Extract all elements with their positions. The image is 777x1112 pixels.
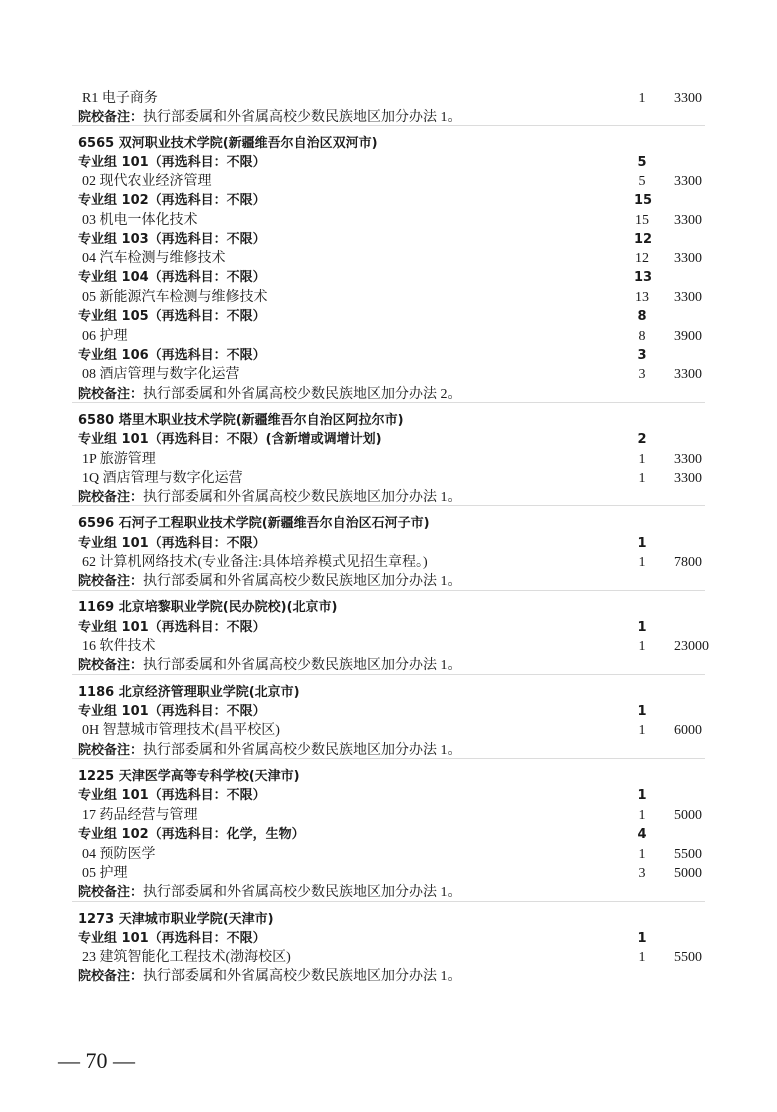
- tuition-fee: 3300: [674, 452, 702, 467]
- plan-count: 8: [638, 329, 646, 344]
- plan-count: 1: [638, 91, 646, 106]
- major-code-name: [82, 721, 280, 740]
- major-group-title: 专业组 106（再选科目：不限）: [78, 348, 266, 363]
- major-row: [0, 327, 777, 346]
- plan-count: 1: [638, 847, 646, 862]
- major-code: 02: [82, 174, 96, 189]
- major-group-row: [0, 786, 777, 805]
- major-row: [0, 172, 777, 191]
- major-code: 08: [82, 367, 96, 382]
- school-header: [0, 767, 777, 786]
- major-group-row: [0, 346, 777, 365]
- major-group-row: [0, 307, 777, 326]
- major-name: 机电一体化技术: [99, 213, 198, 228]
- plan-count: 5: [638, 174, 646, 189]
- major-name: 护理: [99, 866, 128, 881]
- major-group-row: [0, 929, 777, 948]
- school-title: 6580 塔里木职业技术学院(新疆维吾尔自治区阿拉尔市): [78, 413, 404, 428]
- major-group-row: [0, 534, 777, 553]
- school-separator: [72, 125, 705, 126]
- note-text: 执行部委属和外省属高校少数民族地区加分办法 1。: [143, 110, 462, 125]
- major-code: R1: [82, 91, 99, 106]
- major-code: 05: [82, 866, 96, 881]
- plan-count: 1: [638, 555, 646, 570]
- school-header: [0, 598, 777, 617]
- tuition-fee: 6000: [674, 723, 702, 738]
- major-group-title: 专业组 101（再选科目：不限）: [78, 704, 266, 719]
- group-plan-count: 1: [637, 620, 647, 635]
- school-title: 6565 双河职业技术学院(新疆维吾尔自治区双河市): [78, 136, 378, 151]
- note-text: 执行部委属和外省属高校少数民族地区加分办法 1。: [143, 574, 462, 589]
- major-row: [0, 721, 777, 740]
- group-plan-count: 1: [637, 788, 647, 803]
- school-header: [0, 134, 777, 153]
- major-group-title: 专业组 101（再选科目：不限）: [78, 536, 266, 551]
- major-code-name: [82, 553, 428, 572]
- major-group-title: 专业组 102（再选科目：不限）: [78, 193, 266, 208]
- tuition-fee: 3900: [674, 329, 702, 344]
- major-group-title: 专业组 101（再选科目：不限）: [78, 155, 266, 170]
- major-row: [0, 89, 777, 108]
- major-code-name: [82, 288, 268, 307]
- school-note: [78, 572, 462, 591]
- plan-count: 12: [635, 251, 649, 266]
- page-number: — 70 —: [58, 1048, 135, 1073]
- major-code: 1Q: [82, 471, 100, 486]
- major-group-row: [0, 825, 777, 844]
- school-note-row: [0, 967, 777, 986]
- major-name: 汽车检测与维修技术: [99, 251, 226, 266]
- major-group-row: [0, 230, 777, 249]
- major-row: [0, 249, 777, 268]
- tuition-fee: 3300: [674, 213, 702, 228]
- group-plan-count: 12: [634, 232, 653, 247]
- major-group-title: 专业组 101（再选科目：不限）: [78, 788, 266, 803]
- note-text: 执行部委属和外省属高校少数民族地区加分办法 1。: [143, 969, 462, 984]
- major-name: 预防医学: [99, 847, 156, 862]
- major-group-row: [0, 618, 777, 637]
- major-code-name: [82, 365, 240, 384]
- school-title: 1273 天津城市职业学院(天津市): [78, 912, 274, 927]
- major-group-row: [0, 191, 777, 210]
- plan-count: 3: [638, 367, 646, 382]
- major-group-row: [0, 702, 777, 721]
- tuition-fee: 5500: [674, 950, 702, 965]
- school-header: [0, 514, 777, 533]
- school-note-row: [0, 572, 777, 591]
- major-name: 酒店管理与数字化运营: [102, 471, 243, 486]
- major-code: 06: [82, 329, 96, 344]
- school-separator: [72, 402, 705, 403]
- major-row: [0, 948, 777, 967]
- major-row: [0, 845, 777, 864]
- school-note: [78, 883, 462, 902]
- school-title: 1186 北京经济管理职业学院(北京市): [78, 685, 300, 700]
- major-code-name: [82, 450, 156, 469]
- major-code-name: [82, 806, 198, 825]
- group-plan-count: 1: [637, 931, 647, 946]
- major-name: 药品经营与管理: [99, 808, 198, 823]
- school-separator: [72, 901, 705, 902]
- major-code-name: [82, 89, 158, 108]
- school-note-row: [0, 656, 777, 675]
- plan-count: 1: [638, 950, 646, 965]
- tuition-fee: 3300: [674, 471, 702, 486]
- note-text: 执行部委属和外省属高校少数民族地区加分办法 1。: [143, 885, 462, 900]
- plan-count: 1: [638, 808, 646, 823]
- major-code: 04: [82, 847, 96, 862]
- major-code: 05: [82, 290, 96, 305]
- plan-count: 3: [638, 866, 646, 881]
- major-code-name: [82, 637, 156, 656]
- major-name: 软件技术: [99, 639, 156, 654]
- school-header: [0, 411, 777, 430]
- major-name: 建筑智能化工程技术(渤海校区): [99, 950, 291, 965]
- note-text: 执行部委属和外省属高校少数民族地区加分办法 1。: [143, 658, 462, 673]
- note-text: 执行部委属和外省属高校少数民族地区加分办法 1。: [143, 490, 462, 505]
- major-group-row: [0, 153, 777, 172]
- major-code: 04: [82, 251, 96, 266]
- tuition-fee: 5000: [674, 808, 702, 823]
- school-title: 6596 石河子工程职业技术学院(新疆维吾尔自治区石河子市): [78, 516, 430, 531]
- major-group-title: 专业组 101（再选科目：不限）(含新增或调增计划): [78, 432, 382, 447]
- school-note: [78, 967, 462, 986]
- plan-count: 1: [638, 471, 646, 486]
- major-group-title: 专业组 103（再选科目：不限）: [78, 232, 266, 247]
- major-row: [0, 806, 777, 825]
- note-label: 院校备注：: [78, 885, 144, 900]
- major-group-row: [0, 430, 777, 449]
- major-code: 0H: [82, 723, 100, 738]
- major-row: [0, 637, 777, 656]
- major-row: [0, 450, 777, 469]
- major-code-name: [82, 845, 156, 864]
- major-name: 计算机网络技术(专业备注:具体培养模式见招生章程。): [99, 555, 428, 570]
- major-code: 23: [82, 950, 96, 965]
- major-code-name: [82, 249, 226, 268]
- plan-count: 13: [635, 290, 649, 305]
- tuition-fee: 3300: [674, 367, 702, 382]
- major-code-name: [82, 948, 291, 967]
- tuition-fee: 5500: [674, 847, 702, 862]
- school-separator: [72, 674, 705, 675]
- major-code: 16: [82, 639, 96, 654]
- major-code: 62: [82, 555, 96, 570]
- note-text: 执行部委属和外省属高校少数民族地区加分办法 1。: [143, 743, 462, 758]
- major-group-row: [0, 268, 777, 287]
- major-name: 酒店管理与数字化运营: [99, 367, 240, 382]
- group-plan-count: 3: [637, 348, 647, 363]
- major-code-name: [82, 864, 128, 883]
- group-plan-count: 8: [637, 309, 647, 324]
- major-code-name: [82, 211, 198, 230]
- tuition-fee: 5000: [674, 866, 702, 881]
- major-row: [0, 288, 777, 307]
- school-header: [0, 683, 777, 702]
- school-title: 1169 北京培黎职业学院(民办院校)(北京市): [78, 600, 338, 615]
- major-code-name: [82, 327, 128, 346]
- tuition-fee: 3300: [674, 91, 702, 106]
- plan-count: 1: [638, 452, 646, 467]
- major-name: 智慧城市管理技术(昌平校区): [102, 723, 280, 738]
- major-code: 17: [82, 808, 96, 823]
- school-separator: [72, 758, 705, 759]
- school-note-row: [0, 883, 777, 902]
- plan-count: 1: [638, 723, 646, 738]
- major-group-title: 专业组 105（再选科目：不限）: [78, 309, 266, 324]
- major-group-title: 专业组 101（再选科目：不限）: [78, 620, 266, 635]
- major-group-title: 专业组 102（再选科目：化学，生物）: [78, 827, 305, 842]
- major-code-name: [82, 172, 212, 191]
- tuition-fee: 3300: [674, 251, 702, 266]
- note-label: 院校备注：: [78, 387, 144, 402]
- note-text: 执行部委属和外省属高校少数民族地区加分办法 2。: [143, 387, 462, 402]
- school-title: 1225 天津医学高等专科学校(天津市): [78, 769, 300, 784]
- major-code-name: [82, 469, 243, 488]
- school-header: [0, 910, 777, 929]
- note-label: 院校备注：: [78, 743, 144, 758]
- major-name: 护理: [99, 329, 128, 344]
- tuition-fee: 3300: [674, 174, 702, 189]
- group-plan-count: 1: [637, 536, 647, 551]
- major-group-title: 专业组 101（再选科目：不限）: [78, 931, 266, 946]
- major-name: 旅游管理: [99, 452, 156, 467]
- major-name: 电子商务: [101, 91, 158, 106]
- major-group-title: 专业组 104（再选科目：不限）: [78, 270, 266, 285]
- school-separator: [72, 590, 705, 591]
- major-row: [0, 365, 777, 384]
- note-label: 院校备注：: [78, 658, 144, 673]
- major-name: 新能源汽车检测与维修技术: [99, 290, 268, 305]
- major-row: [0, 864, 777, 883]
- note-label: 院校备注：: [78, 574, 144, 589]
- group-plan-count: 2: [637, 432, 647, 447]
- group-plan-count: 4: [637, 827, 647, 842]
- group-plan-count: 1: [637, 704, 647, 719]
- note-label: 院校备注：: [78, 490, 144, 505]
- tuition-fee: 23000: [674, 639, 709, 654]
- school-separator: [72, 505, 705, 506]
- major-code: 03: [82, 213, 96, 228]
- major-name: 现代农业经济管理: [99, 174, 212, 189]
- plan-count: 1: [638, 639, 646, 654]
- major-row: [0, 211, 777, 230]
- tuition-fee: 3300: [674, 290, 702, 305]
- school-note: [78, 656, 462, 675]
- major-row: [0, 469, 777, 488]
- group-plan-count: 5: [637, 155, 647, 170]
- major-row: [0, 553, 777, 572]
- plan-count: 15: [635, 213, 649, 228]
- group-plan-count: 15: [634, 193, 653, 208]
- group-plan-count: 13: [634, 270, 653, 285]
- note-label: 院校备注：: [78, 969, 144, 984]
- tuition-fee: 7800: [674, 555, 702, 570]
- major-code: 1P: [82, 452, 97, 467]
- note-label: 院校备注：: [78, 110, 144, 125]
